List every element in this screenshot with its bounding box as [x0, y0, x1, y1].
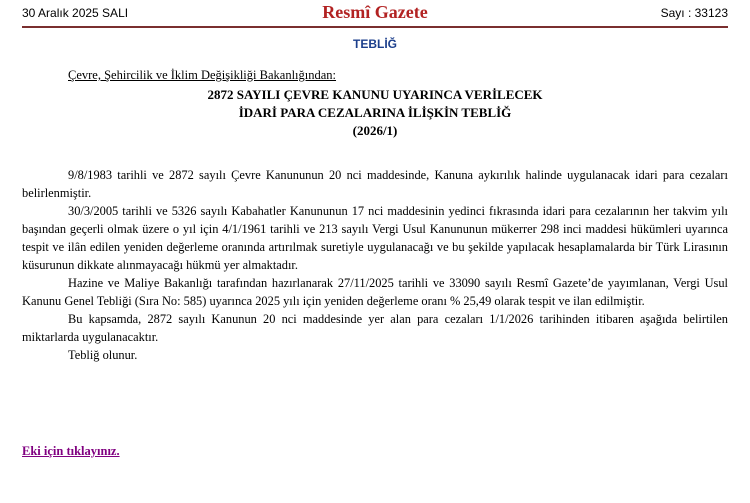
title-line: İDARİ PARA CEZALARINA İLİŞKİN TEBLİĞ — [238, 105, 512, 120]
gazette-header — [22, 0, 728, 28]
title-number: (2026/1) — [352, 123, 398, 138]
issue-number: Sayı : 33123 — [660, 6, 728, 20]
paragraph: 9/8/1983 tarihli ve 2872 sayılı Çevre Kanununun 20 nci maddesinde, Kanuna aykırılık halinde uygulanacak idari para cezaları belirlenmiştir. — [22, 168, 728, 200]
paragraph: Hazine ve Maliye Bakanlığı tarafından hazırlanarak 27/11/2025 tarihli ve 33090 sayılı Resmî Gazete’de yayımlanan, Vergi Usul Kanunu Genel Tebliği (Sıra No: 585) uyarınca 2025 yılı için yeniden değerleme oranı % 25,49 olarak tespit ve ilan edilmiştir. — [22, 276, 728, 308]
closing-paragraph: Tebliğ olunur. — [68, 348, 138, 362]
publication-date: 30 Aralık 2025 SALI — [22, 6, 129, 20]
issuing-ministry: Çevre, Şehircilik ve İklim Değişikliği Bakanlığından: — [68, 68, 337, 82]
section-label: TEBLİĞ — [353, 37, 397, 51]
document-title — [0, 86, 750, 140]
paragraph: 30/3/2005 tarihli ve 5326 sayılı Kabahatler Kanununun 17 nci maddesinin yedinci fıkrasında idari para cezalarının her takvim yılı başından geçerli olmak üzere o yıl için 4/1/1961 tarihli ve 213 sayılı Vergi Usul Kanununun mükerrer 298 inci maddesi hükümleri uyarınca tespit ve ilân edilen yeniden değerleme oranında artırılmak suretiyle uygulanacağı ve bu şekilde yapılacak hesaplamalarda bir Türk Lirasının küsurunun dikkate alınmayacağı hükmü yer almaktadır. — [22, 204, 728, 272]
title-line: 2872 SAYILI ÇEVRE KANUNU UYARINCA VERİLECEK — [207, 87, 543, 102]
appendix-link[interactable]: Eki için tıklayınız. — [22, 444, 120, 458]
document-body — [22, 166, 728, 364]
gazette-name: Resmî Gazete — [322, 2, 428, 22]
paragraph: Bu kapsamda, 2872 sayılı Kanunun 20 nci maddesinde yer alan para cezaları 1/1/2026 tarihinden itibaren aşağıda belirtilen miktarlarda uygulanacaktır. — [22, 312, 728, 344]
